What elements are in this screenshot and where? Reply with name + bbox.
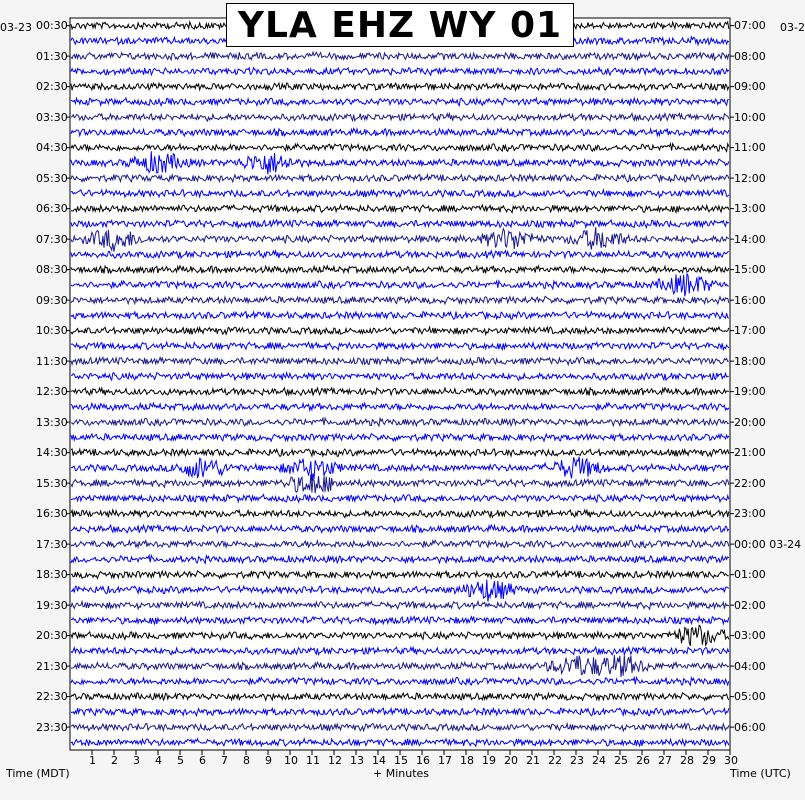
x-tick-label: 15 (394, 754, 408, 767)
right-hour-label: 09:00 (734, 80, 766, 94)
x-tick-label: 22 (548, 754, 562, 767)
right-hour-label: 02:00 (734, 598, 766, 612)
right-hour-label: 13:00 (734, 202, 766, 216)
x-tick-label: 2 (111, 754, 118, 767)
x-tick-label: 12 (328, 754, 342, 767)
right-hour-label: 08:00 (734, 49, 766, 63)
x-tick-label: 3 (133, 754, 140, 767)
x-tick-label: 16 (416, 754, 430, 767)
right-hour-label: 22:00 (734, 476, 766, 490)
x-tick-label: 28 (680, 754, 694, 767)
left-hour-label: 04:30 (36, 141, 68, 155)
x-tick-label: 8 (243, 754, 250, 767)
left-hour-label: 16:30 (36, 507, 68, 521)
right-hour-label: 10:00 (734, 110, 766, 124)
x-tick-label: 21 (526, 754, 540, 767)
right-hour-label: 16:00 (734, 293, 766, 307)
right-hour-label: 15:00 (734, 263, 766, 277)
right-hour-label: 19:00 (734, 385, 766, 399)
start-date-left: 03-23 (0, 21, 32, 34)
x-tick-label: 26 (636, 754, 650, 767)
x-tick-label: 27 (658, 754, 672, 767)
right-hour-label: 18:00 (734, 354, 766, 368)
x-tick-label: 10 (284, 754, 298, 767)
left-hour-label: 21:30 (36, 659, 68, 673)
x-tick-label: 11 (306, 754, 320, 767)
left-hour-label: 23:30 (36, 720, 68, 734)
right-hour-label: 03:00 (734, 629, 766, 643)
left-hour-label: 07:30 (36, 232, 68, 246)
plot-area (70, 18, 730, 750)
right-hour-label: 20:00 (734, 415, 766, 429)
right-hour-label: 07:00 (734, 19, 766, 33)
x-tick-label: 1 (89, 754, 96, 767)
x-tick-label: 14 (372, 754, 386, 767)
x-tick-label: 17 (438, 754, 452, 767)
x-tick-label: 29 (702, 754, 716, 767)
left-hour-label: 14:30 (36, 446, 68, 460)
right-hour-label: 05:00 (734, 690, 766, 704)
x-tick-label: 4 (155, 754, 162, 767)
right-hour-label: 11:00 (734, 141, 766, 155)
x-tick-label: 6 (199, 754, 206, 767)
x-axis-label: + Minutes (373, 767, 430, 780)
chart-title: YLA EHZ WY 01 (226, 3, 574, 47)
left-hour-label: 01:30 (36, 49, 68, 63)
x-tick-label: 25 (614, 754, 628, 767)
left-hour-label: 13:30 (36, 415, 68, 429)
x-tick-label: 20 (504, 754, 518, 767)
left-hour-label: 10:30 (36, 324, 68, 338)
left-hour-label: 17:30 (36, 537, 68, 551)
left-hour-label: 09:30 (36, 293, 68, 307)
x-tick-label: 23 (570, 754, 584, 767)
left-hour-label: 08:30 (36, 263, 68, 277)
x-tick-label: 7 (221, 754, 228, 767)
x-tick-label: 5 (177, 754, 184, 767)
right-hour-label: 17:00 (734, 324, 766, 338)
left-hour-label: 18:30 (36, 568, 68, 582)
x-axis-label-right: Time (UTC) (730, 767, 791, 780)
left-hour-label: 05:30 (36, 171, 68, 185)
x-tick-label: 13 (350, 754, 364, 767)
right-hour-label: 14:00 (734, 232, 766, 246)
left-hour-label: 03:30 (36, 110, 68, 124)
x-tick-label: 24 (592, 754, 606, 767)
left-hour-label: 19:30 (36, 598, 68, 612)
x-tick-label: 18 (460, 754, 474, 767)
right-hour-label: 12:00 (734, 171, 766, 185)
x-tick-label: 9 (265, 754, 272, 767)
right-hour-label: 01:00 (734, 568, 766, 582)
left-hour-label: 15:30 (36, 476, 68, 490)
left-hour-label: 00:30 (36, 19, 68, 33)
right-hour-label: 00:00 03-24 (734, 537, 802, 551)
left-hour-label: 12:30 (36, 385, 68, 399)
right-hour-label: 06:00 (734, 720, 766, 734)
left-hour-label: 02:30 (36, 80, 68, 94)
x-tick-label: 30 (724, 754, 738, 767)
start-date-right: 03-2 (780, 21, 805, 34)
left-hour-label: 20:30 (36, 629, 68, 643)
left-hour-label: 11:30 (36, 354, 68, 368)
left-hour-label: 06:30 (36, 202, 68, 216)
right-hour-label: 21:00 (734, 446, 766, 460)
left-hour-label: 22:30 (36, 690, 68, 704)
right-hour-label: 04:00 (734, 659, 766, 673)
right-hour-label: 23:00 (734, 507, 766, 521)
x-tick-label: 19 (482, 754, 496, 767)
x-axis-label-left: Time (MDT) (6, 767, 70, 780)
